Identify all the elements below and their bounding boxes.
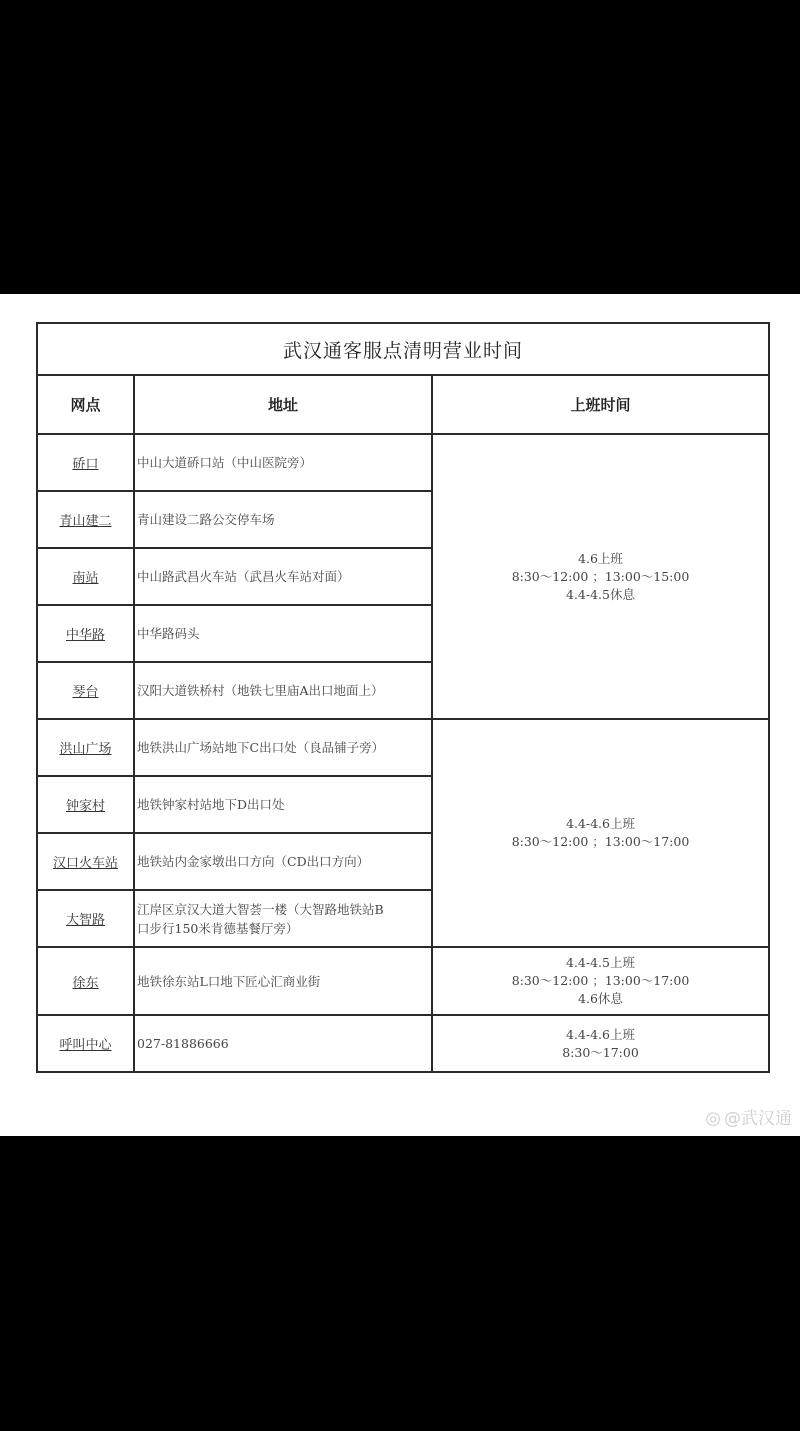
address-cell [134, 890, 432, 947]
hours-line: 4.6休息 [578, 991, 623, 1006]
table-row [37, 719, 769, 776]
name-cell [37, 776, 134, 833]
header-address: 地址 [134, 375, 432, 434]
name-cell [37, 947, 134, 1015]
hours-line: 4.4-4.6上班 [566, 1026, 635, 1042]
outlet-link[interactable]: 琴台 [72, 685, 99, 700]
address-line: 口步行150米肯德基餐厅旁） [137, 920, 299, 936]
name-cell [37, 548, 134, 605]
outlet-link[interactable]: 中华路 [65, 628, 105, 643]
hours-line: 4.6上班 [578, 550, 623, 566]
name-cell [37, 833, 134, 890]
hours-line: 4.4-4.6上班 [566, 816, 635, 831]
address-cell: 中山路武昌火车站（武昌火车站对面） [134, 548, 432, 605]
hours-cell [432, 1015, 769, 1072]
name-cell [37, 605, 134, 662]
address-cell: 青山建设二路公交停车场 [134, 491, 432, 548]
name-cell [37, 890, 134, 947]
hours-line: 8:30～12:00 ；13:00～15:00 [511, 568, 690, 584]
hours-cell [432, 947, 769, 1015]
header-row [37, 375, 769, 434]
business-hours-table [36, 322, 770, 1073]
table-row [37, 1015, 769, 1072]
address-cell: 地铁洪山广场站地下C出口处（良品铺子旁） [134, 719, 432, 776]
hours-cell [432, 719, 769, 947]
hours-line: 8:30～12:00 ；13:00～17:00 [511, 973, 690, 988]
watermark-text: @武汉通 [724, 1109, 792, 1129]
outlet-link[interactable]: 大智路 [65, 913, 105, 928]
table-title: 武汉通客服点清明营业时间 [37, 323, 769, 375]
outlet-link[interactable]: 青山建二 [59, 514, 112, 529]
table-row [37, 434, 769, 491]
outlet-link[interactable]: 硚口 [72, 457, 99, 472]
address-cell: 027-81886666 [134, 1015, 432, 1072]
address-cell: 地铁钟家村站地下D出口处 [134, 776, 432, 833]
name-cell [37, 491, 134, 548]
document-sheet [0, 294, 800, 1136]
outlet-link[interactable]: 呼叫中心 [59, 1038, 112, 1053]
address-cell: 汉阳大道铁桥村（地铁七里庙A出口地面上） [134, 662, 432, 719]
hours-line: 4.4-4.5上班 [566, 955, 635, 970]
name-cell [37, 719, 134, 776]
address-cell: 地铁徐东站L口地下匠心汇商业街 [134, 947, 432, 1015]
header-name: 网点 [37, 375, 134, 434]
address-line: 江岸区京汉大道大智荟一楼（大智路地铁站B [137, 901, 384, 917]
address-cell: 中华路码头 [134, 605, 432, 662]
name-cell [37, 662, 134, 719]
name-cell [37, 434, 134, 491]
outlet-link[interactable]: 汉口火车站 [52, 856, 118, 871]
table-row [37, 947, 769, 1015]
outlet-link[interactable]: 徐东 [72, 975, 99, 991]
address-cell: 中山大道硚口站（中山医院旁） [134, 434, 432, 491]
outlet-link[interactable]: 钟家村 [65, 799, 105, 814]
outlet-link[interactable]: 洪山广场 [59, 742, 112, 757]
header-hours: 上班时间 [432, 375, 769, 434]
weibo-watermark [705, 1104, 792, 1129]
address-cell: 地铁站内金家墩出口方向（CD出口方向） [134, 833, 432, 890]
name-cell [37, 1015, 134, 1072]
weibo-icon: ◎ [705, 1108, 721, 1129]
title-row [37, 323, 769, 375]
hours-line: 4.4-4.5休息 [566, 586, 635, 602]
hours-cell [432, 434, 769, 719]
hours-line: 8:30～17:00 [562, 1044, 639, 1060]
hours-line: 8:30～12:00 ；13:00～17:00 [511, 834, 690, 849]
outlet-link[interactable]: 南站 [72, 571, 99, 586]
